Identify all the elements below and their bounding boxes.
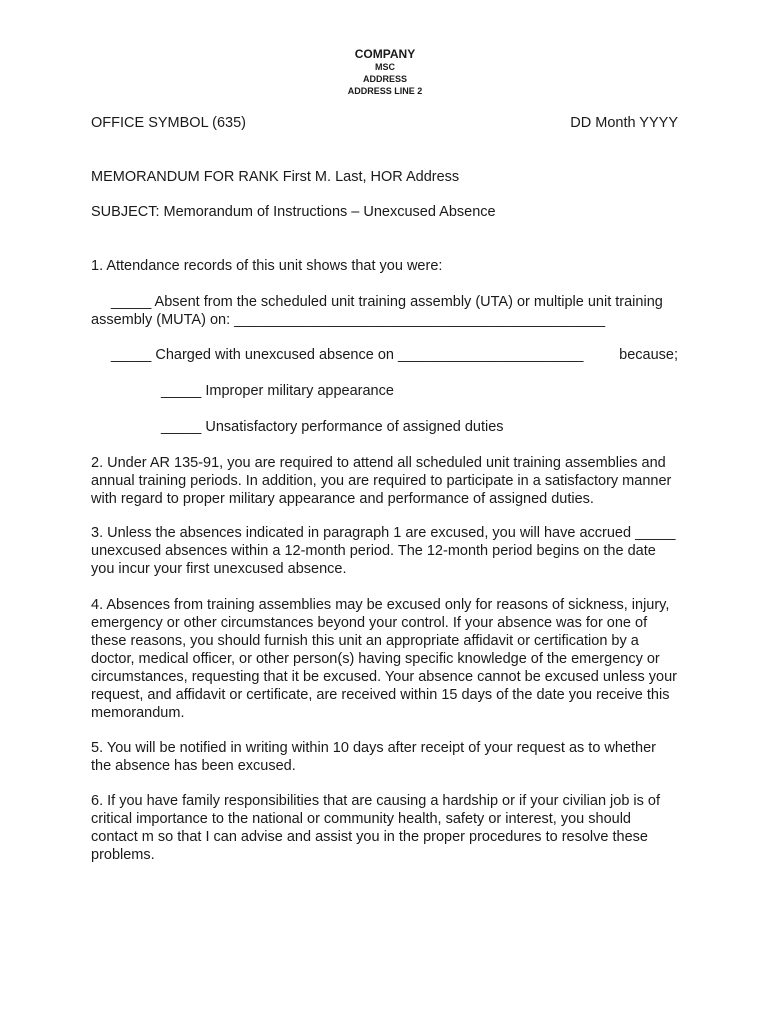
letterhead (0, 47, 770, 97)
charged-item (111, 346, 678, 364)
option-unsatisfactory-performance: _____ Unsatisfactory performance of assigned duties (161, 419, 504, 435)
paragraph-1: 1. Attendance records of this unit shows that you were: (91, 258, 443, 274)
office-symbol: OFFICE SYMBOL (635) (91, 115, 246, 131)
letterhead-msc: MSC (375, 62, 395, 72)
charged-item-text: _____ Charged with unexcused absence on _______________________ (111, 347, 584, 363)
letterhead-address: ADDRESS (362, 74, 407, 84)
charged-item-because: because; (619, 347, 678, 363)
paragraph-2: 2. Under AR 135-91, you are required to attend all scheduled unit training assemblies and annual training periods. In addition, you are required to participate in a satisfactory manner with regard to proper military appearance and performance of assigned duties. (91, 455, 672, 507)
paragraph-4: 4. Absences from training assemblies may be excused only for reasons of sickness, injury, emergency or other circumstances beyond your control. If your absence was for one of these reasons, you should furnish this unit an appropriate affidavit or certification by a doctor, medical officer, or other person(s) having specific knowledge of the emergency or circumstances, requesting that it be excused. Your absence cannot be excused unless your request, and affidavit or certificate, are received within 15 days of the date you receive this memorandum. (91, 597, 677, 721)
memo-date: DD Month YYYY (570, 115, 678, 131)
office-symbol-line (91, 114, 678, 132)
paragraph-5: 5. You will be notified in writing within 10 days after receipt of your request as to whether the absence has been excused. (91, 740, 657, 774)
absent-item: _____ Absent from the scheduled unit training assembly (UTA) or multiple unit training assembly (MUTA) on: ______________________________________________ (91, 294, 663, 328)
paragraph-3: 3. Unless the absences indicated in paragraph 1 are excused, you will have accrued _____ unexcused absences within a 12-month period. The 12-month period begins on the date you incur your first unexcused absence. (91, 525, 676, 577)
letterhead-company: COMPANY (354, 47, 416, 61)
paragraph-6: 6. If you have family responsibilities that are causing a hardship or if your civilian job is of critical importance to the national or community health, safety or interest, you should contact m so that I can advise and assist you in the proper procedures to resolve these problems. (91, 793, 661, 863)
subject-line: SUBJECT: Memorandum of Instructions – Unexcused Absence (91, 204, 496, 220)
option-improper-appearance: _____ Improper military appearance (161, 383, 394, 399)
letterhead-address-line-2: ADDRESS LINE 2 (347, 86, 423, 96)
memorandum-for: MEMORANDUM FOR RANK First M. Last, HOR Address (91, 169, 460, 185)
